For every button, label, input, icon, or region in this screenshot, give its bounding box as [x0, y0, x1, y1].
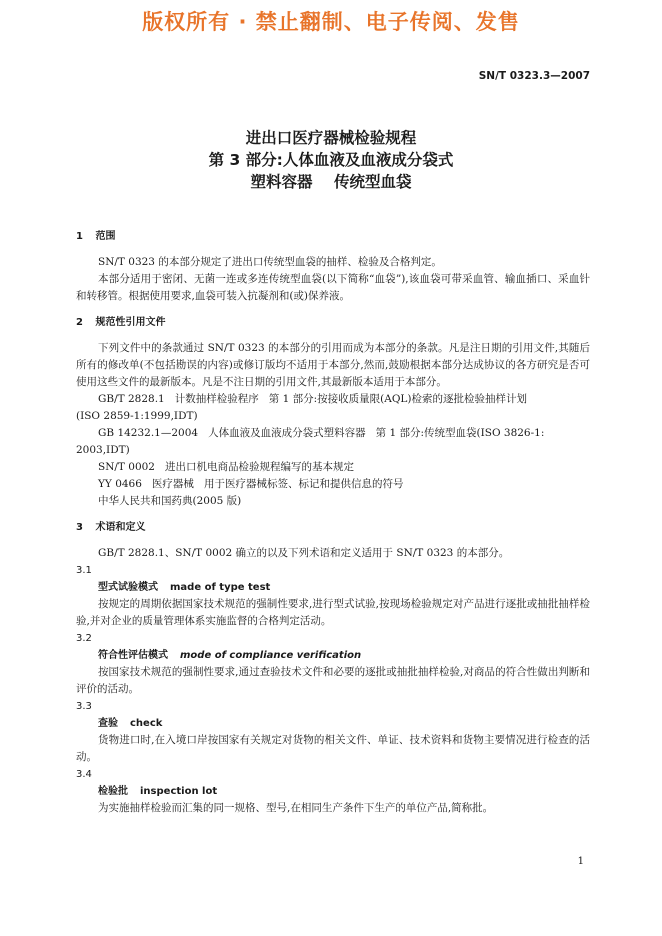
- reference-item: YY 0466 医疗器械 用于医疗器械标签、标记和提供信息的符号: [98, 478, 404, 490]
- document-body: [76, 228, 590, 817]
- document-number: SN/T 0323.3—2007: [478, 70, 590, 82]
- term-definition: 货物进口时,在入境口岸按国家有关规定对货物的相关文件、单证、技术资料和货物主要情况进行检查的活动。: [76, 734, 590, 763]
- title-line-1: 进出口医疗器械检验规程: [245, 129, 417, 147]
- term-chinese: 检验批: [98, 786, 128, 797]
- reference-item-continued: 2003,IDT): [76, 444, 130, 456]
- term-number: 3.3: [76, 701, 92, 712]
- term-english: mode of compliance verification: [180, 650, 362, 661]
- section-heading-normative-references: [76, 314, 590, 331]
- term-chinese: 型式试验模式: [98, 582, 158, 593]
- paragraph: GB/T 2828.1、SN/T 0002 确立的以及下列术语和定义适用于 SN/T 0323 的本部分。: [98, 547, 510, 559]
- section-title: 术语和定义: [95, 522, 146, 533]
- term-english: check: [130, 718, 163, 729]
- title-line-3: 塑料容器 传统型血袋: [250, 173, 412, 191]
- term-english: inspection lot: [140, 786, 218, 797]
- copyright-watermark: 版权所有 · 禁止翻制、电子传阅、发售: [142, 10, 520, 34]
- term-chinese: 查验: [98, 718, 118, 729]
- section-title: 规范性引用文件: [95, 317, 166, 328]
- term-heading: [76, 783, 590, 800]
- term-number: 3.1: [76, 565, 92, 576]
- document-title: [0, 127, 662, 193]
- term-definition: 为实施抽样检验而汇集的同一规格、型号,在相同生产条件下生产的单位产品,简称批。: [98, 802, 494, 814]
- reference-item: SN/T 0002 进出口机电商品检验规程编写的基本规定: [98, 461, 354, 473]
- term-chinese: 符合性评估模式: [98, 650, 168, 661]
- paragraph: 下列文件中的条款通过 SN/T 0323 的本部分的引用而成为本部分的条款。凡是注日期的引用文件,其随后所有的修改单(不包括勘误的内容)或修订版均不适用于本部分,然而,鼓励根据本部分达成协议的各方研究是否可使用这些文件的最新版本。凡是不注日期的引用文件,其最新版本适用于本部分。: [76, 342, 590, 388]
- section-heading-terms-definitions: [76, 519, 590, 536]
- reference-item: GB/T 2828.1 计数抽样检验程序 第 1 部分:按接收质量限(AQL)检索的逐批检验抽样计划: [98, 393, 527, 405]
- reference-item: GB 14232.1—2004 人体血液及血液成分袋式塑料容器 第 1 部分:传统型血袋(ISO 3826-1:: [98, 427, 545, 439]
- reference-item: 中华人民共和国药典(2005 版): [98, 495, 242, 507]
- term-number: 3.2: [76, 633, 92, 644]
- term-heading: [76, 579, 590, 596]
- paragraph: 本部分适用于密闭、无菌一连或多连传统型血袋(以下简称“血袋”),该血袋可带采血管、输血插口、采血针和转移管。根据使用要求,血袋可装入抗凝剂和(或)保养液。: [76, 273, 590, 302]
- section-number: 1: [76, 231, 83, 242]
- section-title: 范围: [95, 231, 116, 242]
- section-heading-scope: [76, 228, 590, 245]
- term-heading: [76, 715, 590, 732]
- paragraph: SN/T 0323 的本部分规定了进出口传统型血袋的抽样、检验及合格判定。: [98, 256, 442, 268]
- term-number: 3.4: [76, 769, 92, 780]
- term-definition: 按国家技术规范的强制性要求,通过查验技术文件和必要的逐批或抽批抽样检验,对商品的符合性做出判断和评价的活动。: [76, 666, 590, 695]
- term-heading: [76, 647, 590, 664]
- section-number: 2: [76, 317, 83, 328]
- term-definition: 按规定的周期依据国家技术规范的强制性要求,进行型式试验,按现场检验规定对产品进行逐批或抽批抽样检验,并对企业的质量管理体系实施监督的合格判定活动。: [76, 598, 590, 627]
- term-english: made of type test: [170, 582, 271, 593]
- page-number: 1: [577, 856, 584, 867]
- reference-item-continued: (ISO 2859-1:1999,IDT): [76, 410, 198, 422]
- title-line-2: 第 3 部分:人体血液及血液成分袋式: [208, 151, 454, 169]
- section-number: 3: [76, 522, 83, 533]
